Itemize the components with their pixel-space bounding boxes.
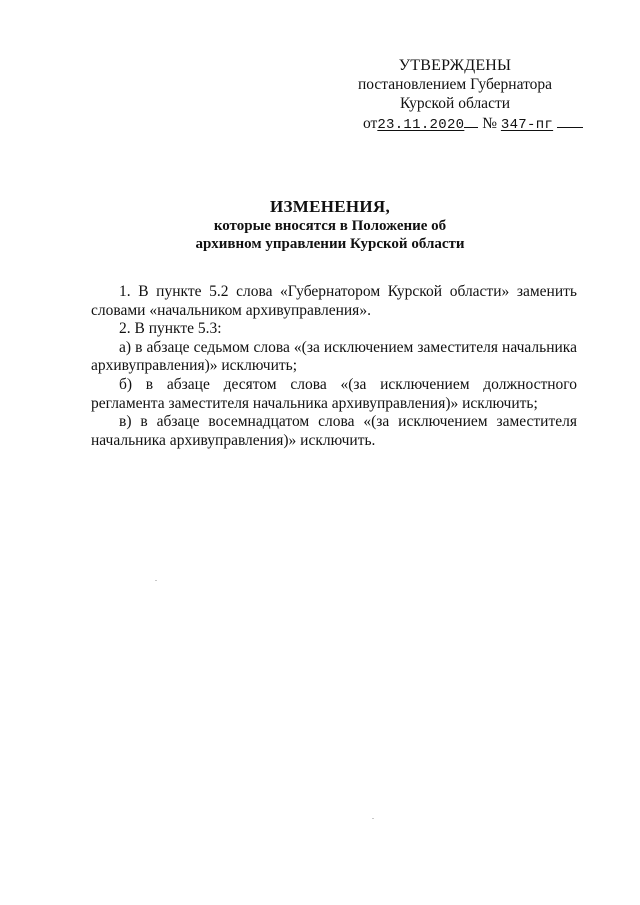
- heading-line-1: которые вносятся в Положение об: [213, 218, 447, 234]
- paragraph-2: 2. В пункте 5.3:: [119, 320, 222, 338]
- document-heading: [80, 196, 580, 253]
- date-underline: [464, 114, 478, 128]
- number-prefix: №: [482, 115, 498, 132]
- paragraph-2a: а) в абзаце седьмом слова «(за исключением заместителя начальника архивуправления)» исключить;: [91, 338, 577, 375]
- date-prefix: от: [363, 115, 378, 132]
- scan-speck: [155, 580, 157, 581]
- paragraph-2c: в) в абзаце восемнадцатом слова «(за исключением заместителя начальника архивуправления)» исключить.: [91, 413, 577, 449]
- approval-line-1: постановлением Губернатора: [357, 76, 553, 93]
- heading-title: ИЗМЕНЕНИЯ,: [269, 197, 391, 216]
- heading-line-2: архивном управлении Курской области: [195, 236, 465, 252]
- approval-title: УТВЕРЖДЕНЫ: [398, 57, 512, 74]
- paragraph-1: 1. В пункте 5.2 слова «Губернатором Курской области» заменить словами «начальником архивуправления».: [91, 283, 577, 319]
- approval-date: 23.11.2020: [377, 117, 465, 133]
- approval-number: 347-пг: [500, 117, 554, 133]
- approval-line-2: Курской области: [399, 95, 511, 112]
- document-body: [91, 283, 577, 450]
- paragraph-2b: б) в абзаце десятом слова «(за исключением должностного регламента заместителя начальника архивуправления)» исключить;: [91, 375, 577, 412]
- approval-date-line: [330, 114, 580, 135]
- scan-speck: [372, 818, 374, 819]
- number-underline: [557, 114, 583, 128]
- approval-block: [330, 56, 580, 135]
